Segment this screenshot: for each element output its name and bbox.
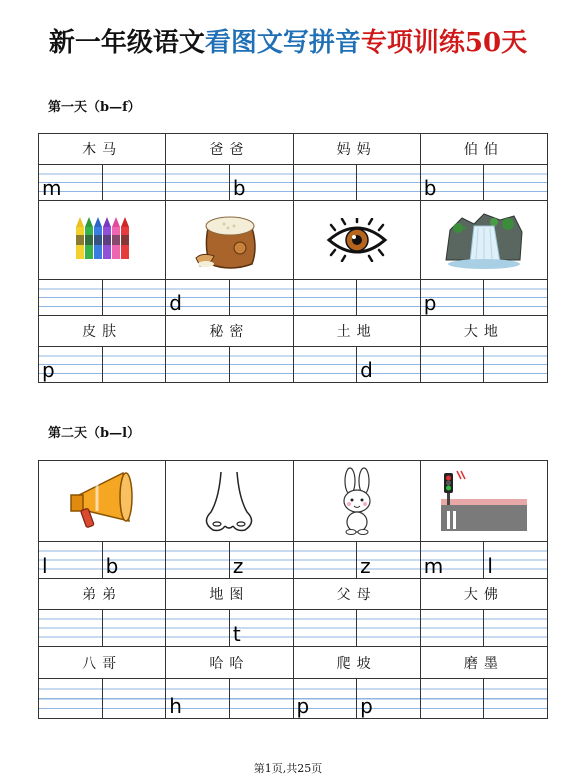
pinyin-box[interactable] (294, 542, 357, 578)
pinyin-cell (420, 280, 547, 315)
pinyin-box[interactable] (39, 610, 102, 646)
pinyin-box[interactable] (421, 610, 484, 646)
day2-pinyin-row2 (39, 609, 547, 646)
day2-pictures-row (39, 461, 547, 541)
day1-pinyin-row1 (39, 164, 547, 200)
pinyin-cell (39, 165, 165, 200)
pinyin-cell (39, 610, 165, 646)
word-cell: 妈妈 (293, 134, 420, 164)
word-cell: 伯伯 (420, 134, 547, 164)
pinyin-cell (165, 347, 292, 382)
day2-words-row2 (39, 578, 547, 609)
day1-words-row3 (39, 315, 547, 346)
word-cell: 土地 (293, 316, 420, 346)
word-cell: 皮肤 (82, 324, 123, 340)
page-footer: 第1页,共25页 (253, 762, 323, 775)
pinyin-box[interactable] (421, 679, 484, 718)
pinyin-box[interactable] (229, 280, 293, 315)
pinyin-box[interactable] (483, 165, 547, 200)
eye-icon (325, 218, 389, 262)
rice-sack-picture (165, 201, 292, 279)
pinyin-cell (420, 165, 547, 200)
rabbit-picture (293, 461, 420, 541)
word-cell: 秘密 (165, 316, 292, 346)
pinyin-box[interactable] (229, 679, 293, 718)
pinyin-box[interactable] (483, 280, 547, 315)
pinyin-box[interactable]: p (294, 679, 357, 718)
loudspeaker-picture (39, 461, 165, 541)
eye-picture (293, 201, 420, 279)
pinyin-box[interactable]: p (356, 679, 420, 718)
word-cell: 父母 (293, 579, 420, 609)
day1-heading: 第一天（b—f） (48, 100, 141, 115)
pinyin-cell (420, 542, 547, 578)
pinyin-cell (165, 165, 292, 200)
day1-pictures-row (39, 200, 547, 279)
pinyin-box[interactable] (483, 610, 547, 646)
word-cell: 爸爸 (165, 134, 292, 164)
pinyin-box[interactable] (421, 347, 484, 382)
pinyin-cell (420, 679, 547, 718)
pinyin-box[interactable] (483, 347, 547, 382)
pinyin-box[interactable]: m (421, 542, 484, 578)
pinyin-box[interactable] (229, 347, 293, 382)
pinyin-box[interactable] (356, 610, 420, 646)
pinyin-box[interactable] (102, 280, 166, 315)
pinyin-box[interactable]: m (39, 165, 102, 200)
word-cell: 大地 (420, 316, 547, 346)
pinyin-box[interactable]: b (102, 542, 166, 578)
pinyin-box[interactable] (356, 280, 420, 315)
pinyin-box[interactable] (294, 165, 357, 200)
crayons-picture (39, 201, 165, 279)
day1-words-row1 (39, 134, 547, 164)
pinyin-box[interactable] (102, 347, 166, 382)
pinyin-box[interactable]: z (229, 542, 293, 578)
rabbit-icon (332, 467, 382, 535)
pinyin-cell (420, 610, 547, 646)
pinyin-box[interactable]: z (356, 542, 420, 578)
pinyin-box[interactable] (166, 542, 229, 578)
word-cell: 哈哈 (165, 647, 292, 678)
pinyin-box[interactable] (483, 679, 547, 718)
pinyin-box[interactable]: l (39, 542, 102, 578)
day2-pinyin-row3 (39, 678, 547, 718)
word-cell: 弟弟 (82, 587, 123, 603)
pinyin-box[interactable] (166, 610, 229, 646)
pinyin-cell (293, 679, 420, 718)
day1-pinyin-row2 (39, 279, 547, 315)
pinyin-box[interactable]: b (421, 165, 484, 200)
pinyin-cell (39, 542, 165, 578)
pinyin-box[interactable] (39, 280, 102, 315)
pinyin-cell (293, 165, 420, 200)
pinyin-box[interactable] (102, 610, 166, 646)
pinyin-cell (420, 347, 547, 382)
word-cell: 大佛 (420, 579, 547, 609)
pinyin-box[interactable] (166, 347, 229, 382)
pinyin-box[interactable]: b (229, 165, 293, 200)
loudspeaker-icon (67, 469, 137, 533)
pinyin-box[interactable]: p (421, 280, 484, 315)
pinyin-cell (165, 610, 292, 646)
pinyin-cell (293, 610, 420, 646)
day1-pinyin-row3 (39, 346, 547, 382)
page-title: 新一年级语文看图文写拼音专项训练50天 (48, 28, 528, 58)
pinyin-box[interactable] (294, 347, 357, 382)
pinyin-cell (39, 347, 165, 382)
word-cell: 磨墨 (420, 647, 547, 678)
waterfall-icon (444, 210, 524, 270)
pinyin-box[interactable]: t (229, 610, 293, 646)
traffic-light-picture (420, 461, 547, 541)
pinyin-cell (293, 347, 420, 382)
pinyin-cell (165, 542, 292, 578)
day2-grid (38, 460, 548, 719)
day2-words-row3 (39, 646, 547, 678)
pinyin-box[interactable]: l (483, 542, 547, 578)
pinyin-cell (39, 679, 165, 718)
pinyin-cell (39, 280, 165, 315)
pinyin-cell (293, 542, 420, 578)
pinyin-box[interactable]: h (166, 679, 229, 718)
pinyin-cell (165, 679, 292, 718)
pinyin-box[interactable] (294, 610, 357, 646)
waterfall-picture (420, 201, 547, 279)
day2-pinyin-row1 (39, 541, 547, 578)
rice-sack-icon (194, 208, 264, 272)
pinyin-box[interactable] (102, 679, 166, 718)
pinyin-box[interactable]: p (39, 347, 102, 382)
nose-icon (197, 468, 261, 534)
pinyin-box[interactable] (39, 679, 102, 718)
day2-heading: 第二天（b—l） (48, 426, 141, 441)
pinyin-box[interactable]: d (166, 280, 229, 315)
pinyin-cell (293, 280, 420, 315)
pinyin-box[interactable] (102, 165, 166, 200)
pinyin-box[interactable]: d (356, 347, 420, 382)
pinyin-box[interactable] (356, 165, 420, 200)
word-cell: 木马 (82, 142, 123, 158)
pinyin-box[interactable] (294, 280, 357, 315)
day1-grid (38, 133, 548, 383)
traffic-light-icon (439, 469, 529, 533)
pinyin-box[interactable] (166, 165, 229, 200)
word-cell: 爬坡 (293, 647, 420, 678)
word-cell: 八哥 (82, 655, 123, 672)
pinyin-cell (165, 280, 292, 315)
crayons-icon (72, 215, 132, 265)
nose-picture (165, 461, 292, 541)
word-cell: 地图 (165, 579, 292, 609)
